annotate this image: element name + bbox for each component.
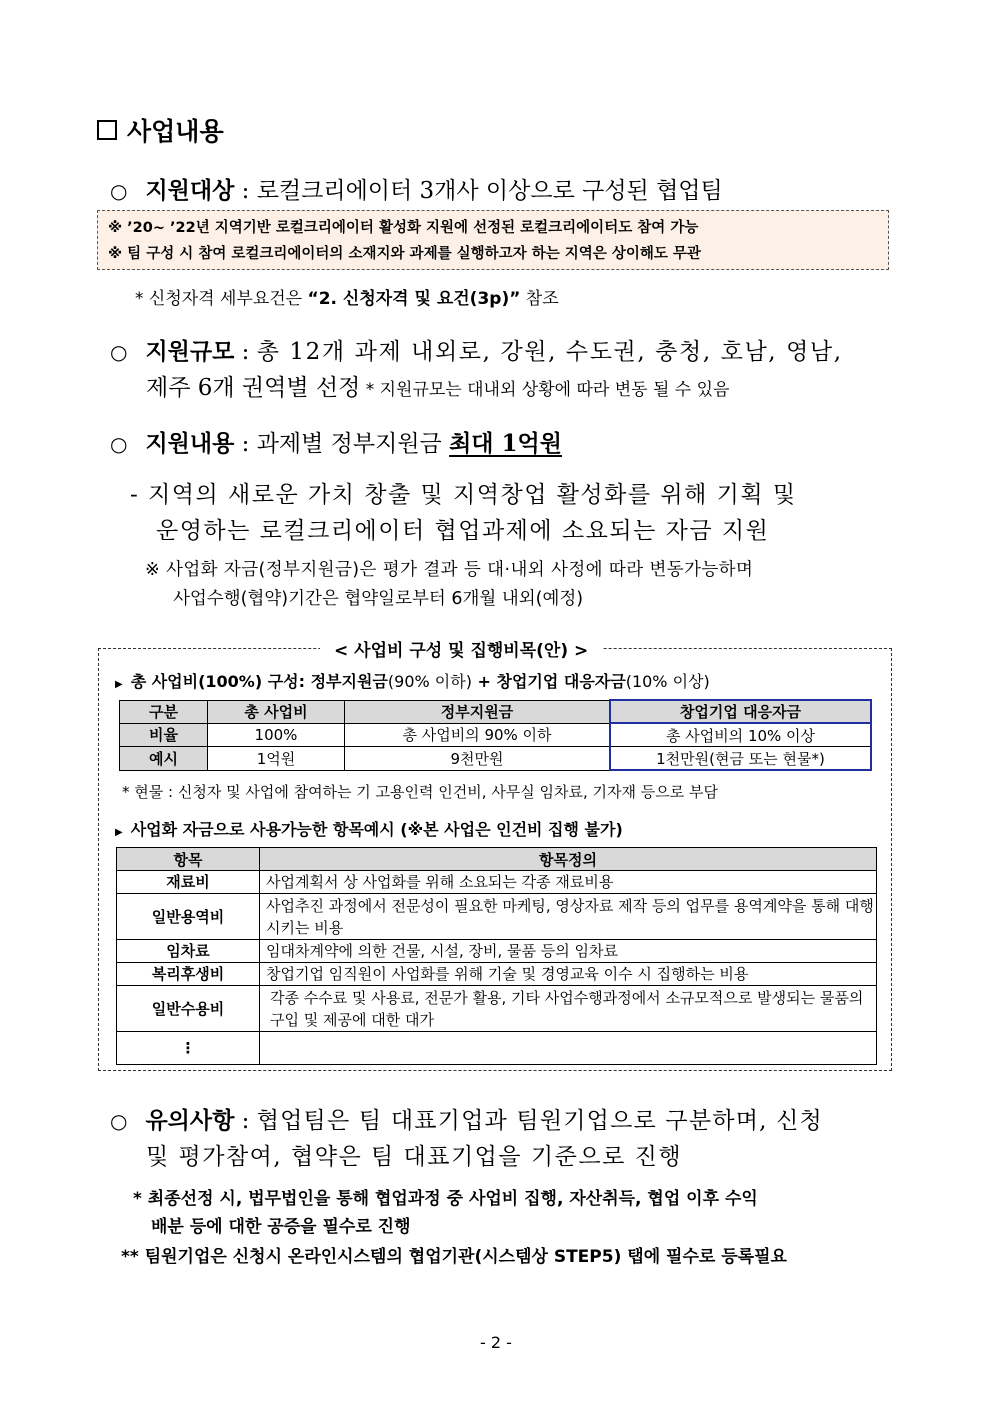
budget-ratio-table	[119, 699, 872, 771]
scale-line2-text: 제주 6개 권역별 선정	[146, 375, 361, 401]
triangle-bullet-icon: ▶	[115, 679, 123, 690]
table-cell: 1천만원(현금 또는 현물*)	[610, 747, 871, 771]
content-note-line2: 사업수행(협약)기간은 협약일로부터 6개월 내외(예정)	[173, 589, 584, 609]
composition-prefix: 총 사업비(100%) 구성: 정부지원금	[130, 672, 388, 691]
circle-bullet-icon: ○	[110, 340, 128, 364]
scale-line1: 총 12개 과제 내외로, 강원, 수도권, 충청, 호남, 영남,	[256, 339, 843, 365]
caution-line1: 협업팀은 팀 대표기업과 팀원기업으로 구분하며, 신청	[256, 1108, 823, 1134]
content-sep: :	[234, 431, 257, 457]
table-cell: 비율	[120, 723, 208, 747]
items-title-text: 사업화 자금으로 사용가능한 항목예시 (※본 사업은 인건비 집행 불가)	[130, 820, 623, 839]
content-dash-line1: - 지역의 새로운 가치 창출 및 지역창업 활성화를 위해 기획 및	[130, 482, 797, 508]
table-row	[117, 940, 877, 963]
target-sep: :	[234, 178, 257, 204]
composition-gov: (90% 이하)	[387, 672, 472, 691]
table-cell: 총 사업비의 90% 이하	[345, 723, 611, 747]
table-row	[120, 723, 872, 747]
content-note-line1: ※ 사업화 자금(정부지원금)은 평가 결과 등 대·내외 사정에 따라 변동가능하며	[145, 560, 754, 580]
table-header: 총 사업비	[208, 700, 345, 723]
page-number: - 2 -	[480, 1333, 512, 1352]
caution-note1-line1: * 최종선정 시, 법무법인을 통해 협업과정 중 사업비 집행, 자산취득, 협업 이후 수익	[133, 1189, 758, 1209]
caution-sep: :	[234, 1108, 257, 1134]
table-cell: 1억원	[208, 747, 345, 771]
target-note-box	[97, 210, 889, 270]
table-header: 구분	[120, 700, 208, 723]
table-cell: 임차료	[117, 940, 260, 963]
table-cell: 임대차계약에 의한 건물, 시설, 장비, 물품 등의 임차료	[260, 940, 877, 963]
table-cell: 복리후생비	[117, 963, 260, 986]
table-cell: 일반용역비	[117, 894, 260, 940]
content-text: 과제별 정부지원금	[256, 431, 450, 457]
table-cell: 예시	[120, 747, 208, 771]
table-cell: 사업추진 과정에서 전문성이 필요한 마케팅, 영상자료 제작 등의 업무를 용역계약을 통해 대행시키는 비용	[260, 894, 877, 940]
content-emphasis: 최대 1억원	[449, 430, 562, 457]
target-text: 로컬크리에이터 3개사 이상으로 구성된 협업팀	[256, 178, 723, 204]
table-header: 정부지원금	[345, 700, 611, 723]
target-line	[110, 172, 723, 205]
table-row	[117, 871, 877, 894]
composition-corp: (10% 이상)	[625, 672, 710, 691]
composition-mid: + 창업기업 대응자금	[471, 672, 626, 691]
table-cell: 일반수용비	[117, 986, 260, 1032]
caution-line	[110, 1102, 823, 1135]
budget-composition	[115, 669, 710, 692]
scale-label: 지원규모	[145, 338, 235, 365]
table-header: 항목	[117, 848, 260, 871]
target-ref-bold: “2. 신청자격 및 요건(3p)”	[307, 289, 521, 309]
table-cell: 9천만원	[345, 747, 611, 771]
table-row	[117, 986, 877, 1032]
caution-note2: ** 팀원기업은 신청시 온라인시스템의 협업기관(시스템상 STEP5) 탭에 필수로 등록필요	[121, 1247, 787, 1267]
section-title	[97, 112, 224, 148]
circle-bullet-icon: ○	[110, 1109, 128, 1133]
table-cell: 창업기업 임직원이 사업화를 위해 기술 및 경영교육 이수 시 집행하는 비용	[260, 963, 877, 986]
table-header: 창업기업 대응자금	[610, 700, 871, 723]
table-cell: 사업계획서 상 사업화를 위해 소요되는 각종 재료비용	[260, 871, 877, 894]
target-reference	[135, 284, 559, 309]
table-row	[117, 894, 877, 940]
table-row	[117, 963, 877, 986]
content-line	[110, 425, 562, 458]
inkind-note: * 현물 : 신청자 및 사업에 참여하는 기 고용인력 인건비, 사무실 임차료, 기자재 등으로 부담	[122, 783, 718, 801]
target-ref-suffix: 참조	[520, 289, 559, 309]
target-ref-prefix: * 신청자격 세부요건은	[135, 289, 308, 309]
scale-line2-note: * 지원규모는 대내외 상황에 따라 변동 될 수 있음	[360, 380, 730, 400]
table-header-row	[120, 700, 872, 723]
circle-bullet-icon: ○	[110, 179, 128, 203]
table-row	[117, 1032, 877, 1065]
scale-line2	[146, 369, 729, 402]
table-cell: 각종 수수료 및 사용료, 전문가 활용, 기타 사업수행과정에서 소규모적으로 발생되는 물품의 구입 및 제공에 대한 대가	[260, 986, 877, 1032]
table-cell	[260, 1032, 877, 1065]
expense-items-table	[116, 847, 877, 1065]
table-cell: 총 사업비의 10% 이상	[610, 723, 871, 747]
scale-sep: :	[234, 339, 257, 365]
scale-line	[110, 333, 843, 366]
table-row	[120, 747, 872, 771]
items-title	[115, 817, 623, 840]
circle-bullet-icon: ○	[110, 432, 128, 456]
content-label: 지원내용	[145, 430, 235, 457]
table-cell: 100%	[208, 723, 345, 747]
table-header-row	[117, 848, 877, 871]
checkbox-square-icon	[97, 120, 117, 140]
content-dash-line2: 운영하는 로컬크리에이터 협업과제에 소요되는 자금 지원	[156, 518, 770, 544]
target-label: 지원대상	[145, 177, 235, 204]
caution-line2: 및 평가참여, 협약은 팀 대표기업을 기준으로 진행	[146, 1144, 683, 1170]
target-note-1: ※ ’20~ ’22년 지역기반 로컬크리에이터 활성화 지원에 선정된 로컬크리에이터도 참여 가능	[108, 220, 699, 236]
triangle-bullet-icon: ▶	[115, 827, 123, 838]
budget-caption: < 사업비 구성 및 집행비목(안) >	[320, 636, 602, 661]
table-cell: 재료비	[117, 871, 260, 894]
table-cell: ⋮	[117, 1032, 260, 1065]
table-header: 항목정의	[260, 848, 877, 871]
section-title-text: 사업내용	[127, 117, 224, 146]
caution-label: 유의사항	[145, 1107, 235, 1134]
caution-note1-line2: 배분 등에 대한 공증을 필수로 진행	[151, 1217, 411, 1237]
target-note-2: ※ 팀 구성 시 참여 로컬크리에이터의 소재지와 과제를 실행하고자 하는 지역은 상이해도 무관	[108, 246, 701, 262]
